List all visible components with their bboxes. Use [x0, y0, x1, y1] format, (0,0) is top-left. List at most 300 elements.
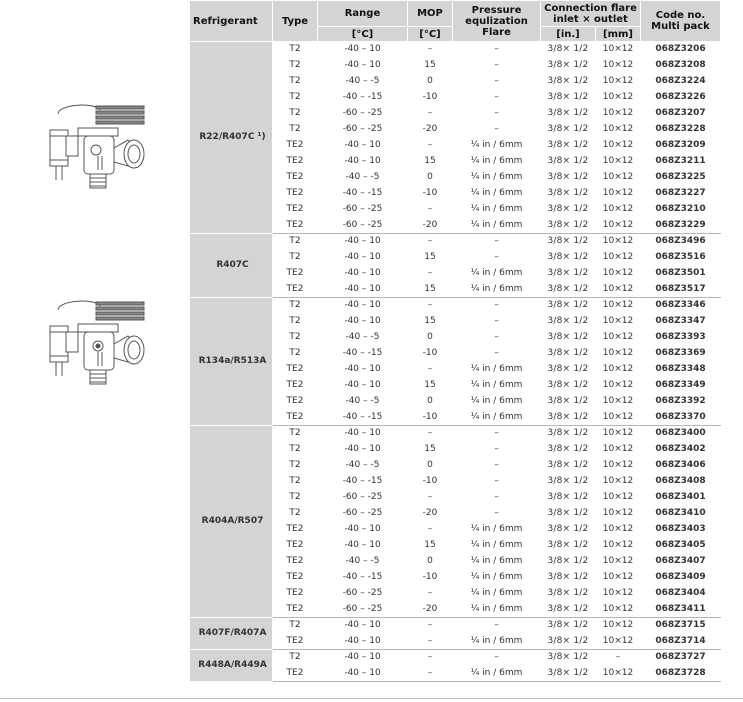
cell-type: TE2: [273, 186, 318, 202]
cell-connection-inch: 3/8× 1/2: [541, 602, 596, 618]
cell-mop: –: [408, 362, 453, 378]
table-row: [190, 234, 721, 250]
cell-connection-mm: 10×12: [596, 362, 641, 378]
cell-mop: –: [408, 666, 453, 682]
header-code-no: Code no. Multi pack: [641, 1, 721, 42]
cell-code-no: 068Z3227: [641, 186, 721, 202]
cell-code-no: 068Z3714: [641, 634, 721, 650]
cell-code-no: 068Z3405: [641, 538, 721, 554]
cell-pressure-flare: –: [453, 618, 541, 634]
cell-mop: 0: [408, 170, 453, 186]
cell-range: -40 – 10: [318, 522, 408, 538]
cell-connection-mm: 10×12: [596, 618, 641, 634]
cell-mop: –: [408, 298, 453, 314]
cell-pressure-flare: –: [453, 106, 541, 122]
cell-mop: 15: [408, 442, 453, 458]
cell-type: TE2: [273, 538, 318, 554]
cell-range: -40 – 10: [318, 154, 408, 170]
cell-pressure-flare: –: [453, 74, 541, 90]
cell-pressure-flare: ¼ in / 6mm: [453, 378, 541, 394]
cell-pressure-flare: ¼ in / 6mm: [453, 554, 541, 570]
cell-code-no: 068Z3348: [641, 362, 721, 378]
cell-connection-mm: 10×12: [596, 346, 641, 362]
cell-range: -40 – 10: [318, 42, 408, 58]
cell-type: T2: [273, 426, 318, 442]
header-mop: MOP: [408, 1, 453, 27]
cell-connection-mm: 10×12: [596, 106, 641, 122]
cell-connection-inch: 3/8× 1/2: [541, 122, 596, 138]
cell-code-no: 068Z3226: [641, 90, 721, 106]
cell-mop: -20: [408, 218, 453, 234]
cell-connection-inch: 3/8× 1/2: [541, 650, 596, 666]
cell-range: -60 – -25: [318, 490, 408, 506]
cell-type: T2: [273, 474, 318, 490]
table-row: [190, 426, 721, 442]
cell-connection-mm: 10×12: [596, 554, 641, 570]
cell-type: T2: [273, 442, 318, 458]
cell-mop: –: [408, 650, 453, 666]
cell-connection-inch: 3/8× 1/2: [541, 394, 596, 410]
cell-range: -40 – -15: [318, 474, 408, 490]
cell-connection-inch: 3/8× 1/2: [541, 42, 596, 58]
cell-code-no: 068Z3392: [641, 394, 721, 410]
cell-connection-mm: 10×12: [596, 426, 641, 442]
cell-type: TE2: [273, 666, 318, 682]
cell-pressure-flare: –: [453, 650, 541, 666]
cell-connection-inch: 3/8× 1/2: [541, 506, 596, 522]
cell-pressure-flare: ¼ in / 6mm: [453, 666, 541, 682]
cell-mop: 0: [408, 554, 453, 570]
cell-refrigerant: R22/R407C ¹): [190, 42, 273, 234]
cell-refrigerant: R134a/R513A: [190, 298, 273, 426]
cell-type: T2: [273, 74, 318, 90]
cell-code-no: 068Z3207: [641, 106, 721, 122]
cell-type: T2: [273, 330, 318, 346]
cell-type: TE2: [273, 586, 318, 602]
header-connection-flare: Connection flare inlet × outlet: [541, 1, 641, 27]
cell-code-no: 068Z3229: [641, 218, 721, 234]
cell-code-no: 068Z3404: [641, 586, 721, 602]
cell-mop: -10: [408, 186, 453, 202]
cell-mop: –: [408, 490, 453, 506]
cell-mop: –: [408, 586, 453, 602]
cell-code-no: 068Z3403: [641, 522, 721, 538]
cell-code-no: 068Z3225: [641, 170, 721, 186]
cell-range: -40 – -5: [318, 170, 408, 186]
cell-connection-mm: 10×12: [596, 90, 641, 106]
cell-mop: 0: [408, 458, 453, 474]
cell-mop: –: [408, 106, 453, 122]
cell-connection-inch: 3/8× 1/2: [541, 218, 596, 234]
cell-pressure-flare: –: [453, 346, 541, 362]
cell-connection-inch: 3/8× 1/2: [541, 362, 596, 378]
cell-range: -40 – 10: [318, 362, 408, 378]
cell-connection-mm: 10×12: [596, 122, 641, 138]
cell-pressure-flare: –: [453, 490, 541, 506]
cell-mop: -10: [408, 570, 453, 586]
cell-range: -60 – -25: [318, 202, 408, 218]
cell-mop: -20: [408, 506, 453, 522]
cell-refrigerant: R407F/R407A: [190, 618, 273, 650]
cell-mop: -20: [408, 602, 453, 618]
cell-range: -40 – 10: [318, 426, 408, 442]
cell-range: -40 – 10: [318, 378, 408, 394]
cell-range: -40 – -15: [318, 570, 408, 586]
cell-connection-mm: 10×12: [596, 170, 641, 186]
header-type: Type: [273, 1, 318, 42]
cell-connection-inch: 3/8× 1/2: [541, 410, 596, 426]
cell-range: -60 – -25: [318, 122, 408, 138]
cell-range: -40 – 10: [318, 234, 408, 250]
cell-type: T2: [273, 458, 318, 474]
cell-pressure-flare: –: [453, 250, 541, 266]
cell-connection-inch: 3/8× 1/2: [541, 522, 596, 538]
cell-connection-inch: 3/8× 1/2: [541, 346, 596, 362]
cell-connection-mm: 10×12: [596, 314, 641, 330]
cell-pressure-flare: –: [453, 330, 541, 346]
cell-type: T2: [273, 298, 318, 314]
cell-mop: 15: [408, 154, 453, 170]
cell-range: -40 – 10: [318, 250, 408, 266]
cell-connection-inch: 3/8× 1/2: [541, 186, 596, 202]
cell-code-no: 068Z3715: [641, 618, 721, 634]
cell-code-no: 068Z3346: [641, 298, 721, 314]
cell-mop: -10: [408, 90, 453, 106]
cell-connection-inch: 3/8× 1/2: [541, 490, 596, 506]
cell-range: -40 – 10: [318, 298, 408, 314]
cell-connection-mm: 10×12: [596, 378, 641, 394]
cell-type: TE2: [273, 266, 318, 282]
cell-pressure-flare: ¼ in / 6mm: [453, 154, 541, 170]
cell-mop: -20: [408, 122, 453, 138]
cell-type: TE2: [273, 202, 318, 218]
cell-type: TE2: [273, 154, 318, 170]
cell-code-no: 068Z3228: [641, 122, 721, 138]
cell-connection-mm: 10×12: [596, 586, 641, 602]
table-row: [190, 42, 721, 58]
valve-te2-illustration: [36, 292, 156, 392]
cell-code-no: 068Z3406: [641, 458, 721, 474]
cell-code-no: 068Z3728: [641, 666, 721, 682]
cell-code-no: 068Z3408: [641, 474, 721, 490]
cell-pressure-flare: ¼ in / 6mm: [453, 522, 541, 538]
cell-range: -40 – 10: [318, 442, 408, 458]
cell-connection-mm: 10×12: [596, 634, 641, 650]
cell-mop: 15: [408, 314, 453, 330]
cell-connection-mm: 10×12: [596, 442, 641, 458]
cell-type: TE2: [273, 170, 318, 186]
cell-type: T2: [273, 618, 318, 634]
cell-range: -40 – 10: [318, 650, 408, 666]
cell-connection-mm: 10×12: [596, 538, 641, 554]
header-refrigerant: Refrigerant: [190, 1, 273, 42]
cell-connection-inch: 3/8× 1/2: [541, 234, 596, 250]
cell-range: -40 – -15: [318, 346, 408, 362]
cell-connection-inch: 3/8× 1/2: [541, 586, 596, 602]
cell-type: TE2: [273, 554, 318, 570]
cell-code-no: 068Z3496: [641, 234, 721, 250]
cell-range: -40 – 10: [318, 666, 408, 682]
cell-mop: –: [408, 618, 453, 634]
cell-connection-inch: 3/8× 1/2: [541, 458, 596, 474]
cell-pressure-flare: –: [453, 298, 541, 314]
cell-range: -40 – -5: [318, 554, 408, 570]
cell-connection-mm: 10×12: [596, 394, 641, 410]
cell-connection-mm: 10×12: [596, 666, 641, 682]
cell-pressure-flare: ¼ in / 6mm: [453, 170, 541, 186]
cell-pressure-flare: ¼ in / 6mm: [453, 634, 541, 650]
header-range: Range: [318, 1, 408, 27]
cell-code-no: 068Z3211: [641, 154, 721, 170]
cell-connection-mm: 10×12: [596, 202, 641, 218]
cell-connection-mm: 10×12: [596, 602, 641, 618]
cell-connection-mm: 10×12: [596, 298, 641, 314]
cell-range: -60 – -25: [318, 506, 408, 522]
cell-pressure-flare: ¼ in / 6mm: [453, 282, 541, 298]
cell-connection-inch: 3/8× 1/2: [541, 426, 596, 442]
cell-range: -40 – -5: [318, 458, 408, 474]
cell-range: -60 – -25: [318, 586, 408, 602]
cell-code-no: 068Z3517: [641, 282, 721, 298]
cell-range: -40 – 10: [318, 58, 408, 74]
table-row: [190, 298, 721, 314]
cell-range: -40 – 10: [318, 314, 408, 330]
cell-mop: 0: [408, 330, 453, 346]
cell-pressure-flare: ¼ in / 6mm: [453, 538, 541, 554]
cell-range: -40 – -5: [318, 330, 408, 346]
cell-connection-inch: 3/8× 1/2: [541, 74, 596, 90]
cell-pressure-flare: –: [453, 506, 541, 522]
cell-type: T2: [273, 90, 318, 106]
cell-pressure-flare: –: [453, 474, 541, 490]
cell-range: -40 – -15: [318, 410, 408, 426]
header-connection-inch: [in.]: [541, 27, 596, 42]
cell-type: T2: [273, 106, 318, 122]
cell-range: -40 – 10: [318, 538, 408, 554]
cell-connection-mm: 10×12: [596, 474, 641, 490]
cell-connection-inch: 3/8× 1/2: [541, 538, 596, 554]
header-range-unit: [°C]: [318, 27, 408, 42]
cell-mop: 0: [408, 394, 453, 410]
cell-pressure-flare: –: [453, 58, 541, 74]
cell-pressure-flare: –: [453, 42, 541, 58]
cell-pressure-flare: ¼ in / 6mm: [453, 138, 541, 154]
cell-mop: 15: [408, 378, 453, 394]
cell-code-no: 068Z3501: [641, 266, 721, 282]
cell-connection-mm: –: [596, 650, 641, 666]
cell-mop: –: [408, 234, 453, 250]
cell-connection-mm: 10×12: [596, 266, 641, 282]
cell-code-no: 068Z3516: [641, 250, 721, 266]
cell-refrigerant: R407C: [190, 234, 273, 298]
cell-connection-inch: 3/8× 1/2: [541, 378, 596, 394]
cell-range: -60 – -25: [318, 602, 408, 618]
header-pressure-equalization: Pressure equlization Flare: [453, 1, 541, 42]
cell-range: -40 – 10: [318, 634, 408, 650]
cell-pressure-flare: –: [453, 426, 541, 442]
cell-connection-inch: 3/8× 1/2: [541, 58, 596, 74]
cell-connection-mm: 10×12: [596, 58, 641, 74]
cell-pressure-flare: ¼ in / 6mm: [453, 410, 541, 426]
cell-connection-inch: 3/8× 1/2: [541, 554, 596, 570]
cell-code-no: 068Z3411: [641, 602, 721, 618]
cell-refrigerant: R404A/R507: [190, 426, 273, 618]
cell-connection-inch: 3/8× 1/2: [541, 474, 596, 490]
cell-code-no: 068Z3393: [641, 330, 721, 346]
cell-range: -40 – 10: [318, 618, 408, 634]
cell-mop: –: [408, 42, 453, 58]
cell-code-no: 068Z3349: [641, 378, 721, 394]
cell-type: TE2: [273, 378, 318, 394]
cell-connection-inch: 3/8× 1/2: [541, 282, 596, 298]
cell-type: T2: [273, 234, 318, 250]
cell-mop: –: [408, 634, 453, 650]
cell-type: T2: [273, 506, 318, 522]
cell-pressure-flare: ¼ in / 6mm: [453, 266, 541, 282]
table-row: [190, 650, 721, 666]
header-mop-unit: [°C]: [408, 27, 453, 42]
cell-connection-mm: 10×12: [596, 218, 641, 234]
cell-connection-inch: 3/8× 1/2: [541, 202, 596, 218]
cell-pressure-flare: ¼ in / 6mm: [453, 202, 541, 218]
cell-range: -40 – 10: [318, 266, 408, 282]
cell-connection-inch: 3/8× 1/2: [541, 154, 596, 170]
cell-connection-inch: 3/8× 1/2: [541, 266, 596, 282]
cell-connection-mm: 10×12: [596, 138, 641, 154]
cell-refrigerant: R448A/R449A: [190, 650, 273, 682]
cell-range: -40 – -5: [318, 394, 408, 410]
cell-connection-mm: 10×12: [596, 330, 641, 346]
cell-pressure-flare: ¼ in / 6mm: [453, 602, 541, 618]
cell-mop: –: [408, 266, 453, 282]
cell-code-no: 068Z3402: [641, 442, 721, 458]
cell-range: -60 – -25: [318, 218, 408, 234]
cell-type: T2: [273, 122, 318, 138]
cell-connection-inch: 3/8× 1/2: [541, 250, 596, 266]
cell-type: TE2: [273, 602, 318, 618]
cell-connection-mm: 10×12: [596, 490, 641, 506]
cell-connection-mm: 10×12: [596, 282, 641, 298]
cell-type: TE2: [273, 522, 318, 538]
cell-code-no: 068Z3401: [641, 490, 721, 506]
cell-code-no: 068Z3210: [641, 202, 721, 218]
cell-mop: –: [408, 202, 453, 218]
cell-connection-mm: 10×12: [596, 506, 641, 522]
cell-connection-mm: 10×12: [596, 42, 641, 58]
cell-code-no: 068Z3224: [641, 74, 721, 90]
cell-type: T2: [273, 346, 318, 362]
cell-type: T2: [273, 42, 318, 58]
cell-connection-inch: 3/8× 1/2: [541, 106, 596, 122]
cell-code-no: 068Z3727: [641, 650, 721, 666]
cell-type: TE2: [273, 410, 318, 426]
cell-range: -40 – 10: [318, 138, 408, 154]
cell-connection-inch: 3/8× 1/2: [541, 634, 596, 650]
cell-connection-mm: 10×12: [596, 250, 641, 266]
cell-mop: –: [408, 426, 453, 442]
cell-connection-inch: 3/8× 1/2: [541, 298, 596, 314]
cell-mop: 15: [408, 538, 453, 554]
cell-mop: -10: [408, 346, 453, 362]
cell-pressure-flare: –: [453, 122, 541, 138]
cell-type: T2: [273, 650, 318, 666]
cell-range: -60 – -25: [318, 106, 408, 122]
cell-mop: 15: [408, 282, 453, 298]
cell-pressure-flare: –: [453, 314, 541, 330]
cell-pressure-flare: ¼ in / 6mm: [453, 362, 541, 378]
cell-connection-inch: 3/8× 1/2: [541, 90, 596, 106]
cell-connection-inch: 3/8× 1/2: [541, 618, 596, 634]
cell-connection-mm: 10×12: [596, 522, 641, 538]
cell-mop: -10: [408, 410, 453, 426]
cell-type: T2: [273, 250, 318, 266]
cell-range: -40 – -5: [318, 74, 408, 90]
cell-range: -40 – -15: [318, 90, 408, 106]
cell-mop: 0: [408, 74, 453, 90]
cell-pressure-flare: ¼ in / 6mm: [453, 186, 541, 202]
cell-connection-mm: 10×12: [596, 410, 641, 426]
cell-type: T2: [273, 490, 318, 506]
cell-pressure-flare: ¼ in / 6mm: [453, 586, 541, 602]
cell-pressure-flare: ¼ in / 6mm: [453, 394, 541, 410]
cell-code-no: 068Z3206: [641, 42, 721, 58]
cell-connection-inch: 3/8× 1/2: [541, 330, 596, 346]
cell-mop: 15: [408, 250, 453, 266]
cell-code-no: 068Z3400: [641, 426, 721, 442]
cell-code-no: 068Z3369: [641, 346, 721, 362]
cell-pressure-flare: –: [453, 458, 541, 474]
cell-pressure-flare: –: [453, 90, 541, 106]
cell-connection-mm: 10×12: [596, 154, 641, 170]
cell-code-no: 068Z3409: [641, 570, 721, 586]
cell-connection-mm: 10×12: [596, 74, 641, 90]
cell-type: TE2: [273, 394, 318, 410]
cell-pressure-flare: –: [453, 234, 541, 250]
footer-divider: [0, 698, 743, 699]
cell-type: T2: [273, 314, 318, 330]
cell-type: TE2: [273, 362, 318, 378]
cell-code-no: 068Z3209: [641, 138, 721, 154]
cell-code-no: 068Z3410: [641, 506, 721, 522]
cell-mop: –: [408, 138, 453, 154]
cell-connection-inch: 3/8× 1/2: [541, 138, 596, 154]
cell-connection-inch: 3/8× 1/2: [541, 442, 596, 458]
header-connection-mm: [mm]: [596, 27, 641, 42]
cell-pressure-flare: –: [453, 442, 541, 458]
cell-connection-mm: 10×12: [596, 234, 641, 250]
cell-connection-inch: 3/8× 1/2: [541, 170, 596, 186]
table-row: [190, 618, 721, 634]
cell-connection-mm: 10×12: [596, 186, 641, 202]
cell-connection-inch: 3/8× 1/2: [541, 570, 596, 586]
cell-code-no: 068Z3370: [641, 410, 721, 426]
cell-connection-mm: 10×12: [596, 570, 641, 586]
cell-mop: 15: [408, 58, 453, 74]
cell-type: TE2: [273, 570, 318, 586]
cell-type: T2: [273, 58, 318, 74]
cell-type: TE2: [273, 634, 318, 650]
cell-type: TE2: [273, 218, 318, 234]
valve-spec-table: [189, 0, 721, 682]
cell-mop: -10: [408, 474, 453, 490]
cell-connection-inch: 3/8× 1/2: [541, 666, 596, 682]
cell-range: -40 – 10: [318, 282, 408, 298]
cell-connection-mm: 10×12: [596, 458, 641, 474]
cell-pressure-flare: ¼ in / 6mm: [453, 570, 541, 586]
cell-connection-inch: 3/8× 1/2: [541, 314, 596, 330]
cell-type: TE2: [273, 282, 318, 298]
cell-code-no: 068Z3407: [641, 554, 721, 570]
